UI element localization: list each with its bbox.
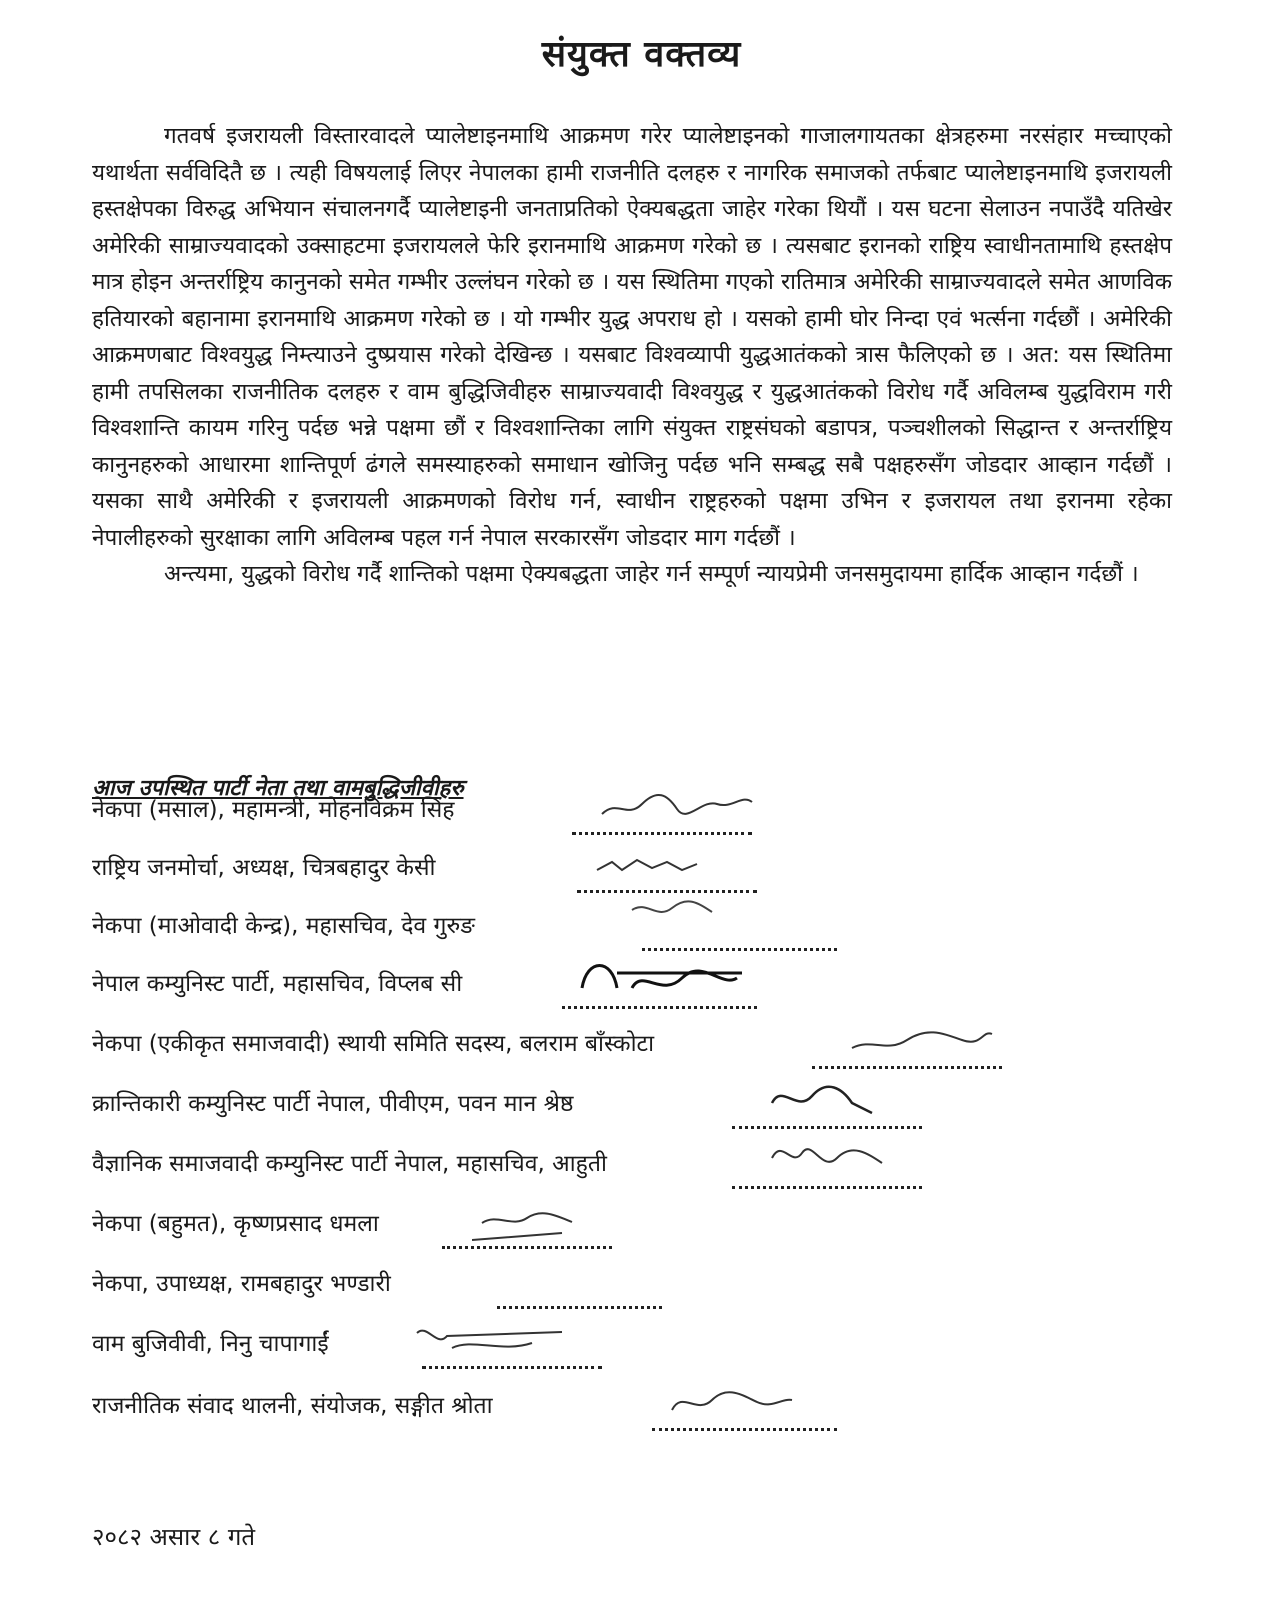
signatory-label: नेकपा (एकीकृत समाजवादी) स्थायी समिति सदस्य, बलराम बाँस्कोटा bbox=[92, 1031, 655, 1057]
handwritten-signature bbox=[472, 1188, 592, 1248]
signatory-row bbox=[92, 1266, 692, 1306]
handwritten-signature bbox=[412, 1308, 572, 1368]
handwritten-signature bbox=[597, 774, 757, 834]
handwritten-signature bbox=[592, 832, 702, 892]
handwritten-signature bbox=[662, 1370, 802, 1430]
signatory-label: राष्ट्रिय जनमोर्चा, अध्यक्ष, चित्रबहादुर केसी bbox=[92, 855, 436, 881]
signatories-heading: आज उपस्थित पार्टी नेता तथा वामबुद्धिजीवीहरु bbox=[92, 776, 464, 801]
signatory-row bbox=[92, 850, 792, 890]
paragraph-main: गतवर्ष इजरायली विस्तारवादले प्यालेष्टाइनमाथि आक्रमण गरेर प्यालेष्टाइनको गाजालगायतका क्षेत्रहरुमा नरसंहार मच्चाएको यथार्थता सर्वविदितै छ । त्यही विषयलाई लिएर नेपालका हामी राजनीति दलहरु र नागरिक समाजको तर्फबाट प्यालेष्टाइनमाथि इजरायली हस्तक्षेपका विरुद्ध अभियान संचालनगर्दै प्यालेष्टाइनी जनताप्रतिको ऐक्यबद्धता जाहेर गरेका थियौं । यस घटना सेलाउन नपाउँदै यतिखेर अमेरिकी साम्राज्यवादको उक्साहटमा इजरायलले फेरि इरानमाथि आक्रमण गरेको छ । त्यसबाट इरानको राष्ट्रिय स्वाधीनतामाथि हस्तक्षेप मात्र होइन अन्तर्राष्ट्रिय कानुनको समेत गम्भीर उल्लंघन गरेको छ । यस स्थितिमा गएको रातिमात्र अमेरिकी साम्राज्यवादले समेत आणविक हतियारको बहानामा इरानमाथि आक्रमण गरेको छ । यो गम्भीर युद्ध अपराध हो । यसको हामी घोर निन्दा एवं भर्त्सना गर्दछौं । अमेरिकी आक्रमणबाट विश्वयुद्ध निम्त्याउने दुष्प्रयास गरेको देखिन्छ । यसबाट विश्वव्यापी युद्धआतंकको त्रास फैलिएको छ । अत: यस स्थितिमा हामी तपसिलका राजनीतिक दलहरु र वाम बुद्धिजिवीहरु साम्राज्यवादी विश्वयुद्ध र युद्धआतंकको विरोध गर्दै अविलम्ब युद्धविराम गरी विश्वशान्ति कायम गरिनु पर्दछ भन्ने पक्षमा छौं र विश्वशान्तिका लागि संयुक्त राष्ट्रसंघको बडापत्र, पञ्चशीलको सिद्धान्त र अन्तर्राष्ट्रिय कानुनहरुको आधारमा शान्तिपूर्ण ढंगले समस्याहरुको समाधान खोजिनु पर्दछ भनि सम्बद्ध सबै पक्षहरुसँग जोडदार आव्हान गर्दछौं । यसका साथै अमेरिकी र इजरायली आक्रमणको विरोध गर्न, स्वाधीन राष्ट्रहरुको पक्षमा उभिन र इजरायल तथा इरानमा रहेका नेपालीहरुको सुरक्षाका लागि अविलम्ब पहल गर्न नेपाल सरकारसँग जोडदार माग गर्दछौं । bbox=[92, 123, 1172, 551]
handwritten-signature bbox=[627, 890, 727, 950]
signatory-label: नेपाल कम्युनिस्ट पार्टी, महासचिव, विप्लब सी bbox=[92, 971, 463, 997]
signatory-label: नेकपा, उपाध्यक्ष, रामबहादुर भण्डारी bbox=[92, 1271, 391, 1297]
signatory-row bbox=[92, 966, 792, 1006]
signatory-label: नेकपा (माओवादी केन्द्र), महासचिव, देव गुरुङ bbox=[92, 913, 475, 939]
signatory-label: नेकपा (मसाल), महामन्त्री, मोहनविक्रम सिंह bbox=[92, 797, 455, 823]
signatory-row bbox=[92, 1388, 852, 1428]
document-title: संयुक्त वक्तव्य bbox=[541, 34, 742, 75]
signatory-row bbox=[92, 1146, 932, 1186]
handwritten-signature bbox=[572, 948, 752, 1008]
handwritten-signature bbox=[847, 1008, 997, 1068]
document-date: २०८२ असार ८ गते bbox=[92, 1523, 256, 1551]
statement-body bbox=[92, 118, 1172, 593]
paragraph-closing: अन्त्यमा, युद्धको विरोध गर्दै शान्तिको पक्षमा ऐक्यबद्धता जाहेर गर्न सम्पूर्ण न्यायप्रेमी जनसमुदायमा हार्दिक आव्हान गर्दछौं । bbox=[164, 561, 1139, 587]
signatory-row bbox=[92, 792, 792, 832]
signatory-label: वैज्ञानिक समाजवादी कम्युनिस्ट पार्टी नेपाल, महासचिव, आहुती bbox=[92, 1151, 607, 1177]
handwritten-signature bbox=[762, 1128, 892, 1188]
signatory-row bbox=[92, 1086, 932, 1126]
signatory-row bbox=[92, 1026, 1012, 1066]
signatory-row bbox=[92, 1326, 632, 1366]
handwritten-signature bbox=[762, 1068, 882, 1128]
signatory-label: वाम बुजिवीवी, निनु चापागाईं bbox=[92, 1331, 329, 1357]
signatory-label: क्रान्तिकारी कम्युनिस्ट पार्टी नेपाल, पीवीएम, पवन मान श्रेष्ठ bbox=[92, 1091, 574, 1117]
signatory-row bbox=[92, 908, 852, 948]
signatory-row bbox=[92, 1206, 652, 1246]
signatory-label: राजनीतिक संवाद थालनी, संयोजक, सङ्गीत श्रोता bbox=[92, 1393, 493, 1419]
signature-line bbox=[497, 1270, 662, 1309]
signatory-label: नेकपा (बहुमत), कृष्णप्रसाद धमला bbox=[92, 1211, 379, 1237]
